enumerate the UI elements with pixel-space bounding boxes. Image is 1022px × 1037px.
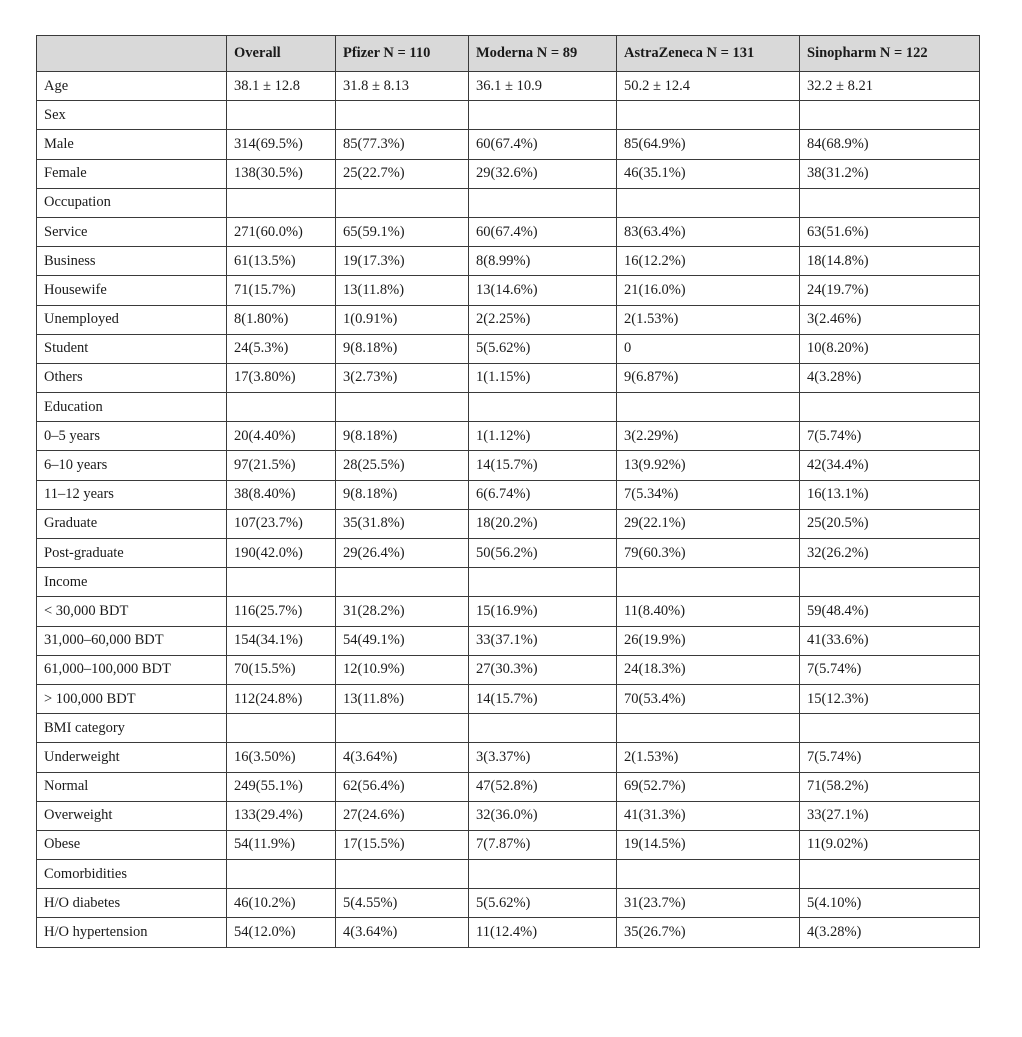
sinopharm-cell bbox=[800, 393, 980, 422]
pfizer-cell: 9(8.18%) bbox=[336, 334, 469, 363]
astrazeneca-cell: 24(18.3%) bbox=[617, 655, 800, 684]
overall-cell: 70(15.5%) bbox=[227, 655, 336, 684]
overall-cell: 38.1 ± 12.8 bbox=[227, 72, 336, 101]
sinopharm-cell: 5(4.10%) bbox=[800, 889, 980, 918]
pfizer-cell: 28(25.5%) bbox=[336, 451, 469, 480]
overall-cell bbox=[227, 860, 336, 889]
astrazeneca-cell: 13(9.92%) bbox=[617, 451, 800, 480]
table-row bbox=[37, 334, 980, 363]
sinopharm-cell: 25(20.5%) bbox=[800, 509, 980, 538]
sinopharm-cell: 24(19.7%) bbox=[800, 276, 980, 305]
overall-cell: 116(25.7%) bbox=[227, 597, 336, 626]
row-label-cell: Sex bbox=[37, 101, 227, 130]
astrazeneca-cell: 31(23.7%) bbox=[617, 889, 800, 918]
sinopharm-cell: 4(3.28%) bbox=[800, 918, 980, 947]
pfizer-cell: 4(3.64%) bbox=[336, 743, 469, 772]
pfizer-cell bbox=[336, 568, 469, 597]
astrazeneca-cell: 2(1.53%) bbox=[617, 743, 800, 772]
moderna-cell bbox=[469, 188, 617, 217]
header-row bbox=[37, 36, 980, 72]
sinopharm-cell: 7(5.74%) bbox=[800, 655, 980, 684]
row-label-cell: H/O hypertension bbox=[37, 918, 227, 947]
overall-cell: 16(3.50%) bbox=[227, 743, 336, 772]
overall-cell: 271(60.0%) bbox=[227, 217, 336, 246]
moderna-cell bbox=[469, 714, 617, 743]
row-label-cell: Age bbox=[37, 72, 227, 101]
astrazeneca-cell bbox=[617, 393, 800, 422]
row-label-cell: Underweight bbox=[37, 743, 227, 772]
sinopharm-cell: 7(5.74%) bbox=[800, 743, 980, 772]
sinopharm-cell bbox=[800, 101, 980, 130]
astrazeneca-cell: 41(31.3%) bbox=[617, 801, 800, 830]
pfizer-cell: 62(56.4%) bbox=[336, 772, 469, 801]
sinopharm-cell: 59(48.4%) bbox=[800, 597, 980, 626]
table-row bbox=[37, 743, 980, 772]
overall-cell: 24(5.3%) bbox=[227, 334, 336, 363]
sinopharm-cell: 33(27.1%) bbox=[800, 801, 980, 830]
astrazeneca-cell: 26(19.9%) bbox=[617, 626, 800, 655]
pfizer-cell: 25(22.7%) bbox=[336, 159, 469, 188]
pfizer-cell: 17(15.5%) bbox=[336, 830, 469, 859]
table-row bbox=[37, 626, 980, 655]
row-label-cell: 31,000–60,000 BDT bbox=[37, 626, 227, 655]
moderna-cell: 11(12.4%) bbox=[469, 918, 617, 947]
sinopharm-cell: 7(5.74%) bbox=[800, 422, 980, 451]
moderna-cell bbox=[469, 393, 617, 422]
moderna-cell: 1(1.12%) bbox=[469, 422, 617, 451]
row-label-cell: 0–5 years bbox=[37, 422, 227, 451]
table-row bbox=[37, 188, 980, 217]
moderna-cell: 36.1 ± 10.9 bbox=[469, 72, 617, 101]
astrazeneca-cell: 83(63.4%) bbox=[617, 217, 800, 246]
astrazeneca-cell: 79(60.3%) bbox=[617, 539, 800, 568]
overall-cell: 54(11.9%) bbox=[227, 830, 336, 859]
sinopharm-cell bbox=[800, 860, 980, 889]
row-label-cell: 61,000–100,000 BDT bbox=[37, 655, 227, 684]
sinopharm-cell: 16(13.1%) bbox=[800, 480, 980, 509]
table-row bbox=[37, 772, 980, 801]
moderna-cell: 32(36.0%) bbox=[469, 801, 617, 830]
table-row bbox=[37, 305, 980, 334]
astrazeneca-cell: 50.2 ± 12.4 bbox=[617, 72, 800, 101]
astrazeneca-cell: 69(52.7%) bbox=[617, 772, 800, 801]
header-cell-astrazeneca: AstraZeneca N = 131 bbox=[617, 36, 800, 72]
header-cell-pfizer: Pfizer N = 110 bbox=[336, 36, 469, 72]
pfizer-cell: 1(0.91%) bbox=[336, 305, 469, 334]
moderna-cell bbox=[469, 568, 617, 597]
moderna-cell bbox=[469, 860, 617, 889]
moderna-cell: 1(1.15%) bbox=[469, 363, 617, 392]
overall-cell bbox=[227, 188, 336, 217]
overall-cell: 154(34.1%) bbox=[227, 626, 336, 655]
sinopharm-cell: 84(68.9%) bbox=[800, 130, 980, 159]
pfizer-cell bbox=[336, 714, 469, 743]
row-label-cell: < 30,000 BDT bbox=[37, 597, 227, 626]
overall-cell: 71(15.7%) bbox=[227, 276, 336, 305]
row-label-cell: 11–12 years bbox=[37, 480, 227, 509]
row-label-cell: Post-graduate bbox=[37, 539, 227, 568]
overall-cell: 112(24.8%) bbox=[227, 684, 336, 713]
astrazeneca-cell: 2(1.53%) bbox=[617, 305, 800, 334]
table-row bbox=[37, 655, 980, 684]
moderna-cell: 14(15.7%) bbox=[469, 684, 617, 713]
sinopharm-cell bbox=[800, 714, 980, 743]
pfizer-cell: 65(59.1%) bbox=[336, 217, 469, 246]
moderna-cell: 5(5.62%) bbox=[469, 334, 617, 363]
pfizer-cell bbox=[336, 101, 469, 130]
astrazeneca-cell bbox=[617, 188, 800, 217]
header-cell-moderna: Moderna N = 89 bbox=[469, 36, 617, 72]
moderna-cell bbox=[469, 101, 617, 130]
astrazeneca-cell: 11(8.40%) bbox=[617, 597, 800, 626]
overall-cell: 249(55.1%) bbox=[227, 772, 336, 801]
table-row bbox=[37, 480, 980, 509]
sinopharm-cell bbox=[800, 188, 980, 217]
table-row bbox=[37, 363, 980, 392]
table-row bbox=[37, 801, 980, 830]
row-label-cell: Housewife bbox=[37, 276, 227, 305]
table-row bbox=[37, 830, 980, 859]
sinopharm-cell: 18(14.8%) bbox=[800, 247, 980, 276]
demographics-table bbox=[36, 35, 980, 948]
overall-cell bbox=[227, 393, 336, 422]
overall-cell: 20(4.40%) bbox=[227, 422, 336, 451]
moderna-cell: 3(3.37%) bbox=[469, 743, 617, 772]
pfizer-cell: 9(8.18%) bbox=[336, 480, 469, 509]
overall-cell: 8(1.80%) bbox=[227, 305, 336, 334]
pfizer-cell: 19(17.3%) bbox=[336, 247, 469, 276]
table-row bbox=[37, 393, 980, 422]
astrazeneca-cell bbox=[617, 568, 800, 597]
row-label-cell: Comorbidities bbox=[37, 860, 227, 889]
astrazeneca-cell bbox=[617, 714, 800, 743]
table-row bbox=[37, 247, 980, 276]
row-label-cell: H/O diabetes bbox=[37, 889, 227, 918]
row-label-cell: 6–10 years bbox=[37, 451, 227, 480]
sinopharm-cell: 11(9.02%) bbox=[800, 830, 980, 859]
table-row bbox=[37, 422, 980, 451]
pfizer-cell: 3(2.73%) bbox=[336, 363, 469, 392]
moderna-cell: 60(67.4%) bbox=[469, 130, 617, 159]
moderna-cell: 50(56.2%) bbox=[469, 539, 617, 568]
pfizer-cell: 13(11.8%) bbox=[336, 276, 469, 305]
pfizer-cell: 31(28.2%) bbox=[336, 597, 469, 626]
astrazeneca-cell: 9(6.87%) bbox=[617, 363, 800, 392]
sinopharm-cell: 32.2 ± 8.21 bbox=[800, 72, 980, 101]
row-label-cell: Occupation bbox=[37, 188, 227, 217]
pfizer-cell: 9(8.18%) bbox=[336, 422, 469, 451]
moderna-cell: 47(52.8%) bbox=[469, 772, 617, 801]
row-label-cell: > 100,000 BDT bbox=[37, 684, 227, 713]
sinopharm-cell: 63(51.6%) bbox=[800, 217, 980, 246]
table-row bbox=[37, 597, 980, 626]
table-row bbox=[37, 568, 980, 597]
pfizer-cell: 4(3.64%) bbox=[336, 918, 469, 947]
astrazeneca-cell: 3(2.29%) bbox=[617, 422, 800, 451]
sinopharm-cell: 4(3.28%) bbox=[800, 363, 980, 392]
overall-cell: 107(23.7%) bbox=[227, 509, 336, 538]
sinopharm-cell: 42(34.4%) bbox=[800, 451, 980, 480]
table-row bbox=[37, 539, 980, 568]
moderna-cell: 13(14.6%) bbox=[469, 276, 617, 305]
table-row bbox=[37, 714, 980, 743]
astrazeneca-cell: 29(22.1%) bbox=[617, 509, 800, 538]
overall-cell: 54(12.0%) bbox=[227, 918, 336, 947]
pfizer-cell: 31.8 ± 8.13 bbox=[336, 72, 469, 101]
table-row bbox=[37, 889, 980, 918]
moderna-cell: 60(67.4%) bbox=[469, 217, 617, 246]
table-row bbox=[37, 130, 980, 159]
table-row bbox=[37, 101, 980, 130]
overall-cell: 314(69.5%) bbox=[227, 130, 336, 159]
sinopharm-cell bbox=[800, 568, 980, 597]
sinopharm-cell: 41(33.6%) bbox=[800, 626, 980, 655]
sinopharm-cell: 15(12.3%) bbox=[800, 684, 980, 713]
astrazeneca-cell: 0 bbox=[617, 334, 800, 363]
pfizer-cell: 29(26.4%) bbox=[336, 539, 469, 568]
row-label-cell: Obese bbox=[37, 830, 227, 859]
astrazeneca-cell: 70(53.4%) bbox=[617, 684, 800, 713]
moderna-cell: 7(7.87%) bbox=[469, 830, 617, 859]
table-row bbox=[37, 918, 980, 947]
astrazeneca-cell bbox=[617, 101, 800, 130]
row-label-cell: Education bbox=[37, 393, 227, 422]
overall-cell bbox=[227, 101, 336, 130]
row-label-cell: Others bbox=[37, 363, 227, 392]
pfizer-cell: 85(77.3%) bbox=[336, 130, 469, 159]
table-row bbox=[37, 217, 980, 246]
overall-cell bbox=[227, 714, 336, 743]
row-label-cell: Service bbox=[37, 217, 227, 246]
row-label-cell: Female bbox=[37, 159, 227, 188]
pfizer-cell: 54(49.1%) bbox=[336, 626, 469, 655]
sinopharm-cell: 3(2.46%) bbox=[800, 305, 980, 334]
moderna-cell: 14(15.7%) bbox=[469, 451, 617, 480]
pfizer-cell: 5(4.55%) bbox=[336, 889, 469, 918]
moderna-cell: 18(20.2%) bbox=[469, 509, 617, 538]
overall-cell: 138(30.5%) bbox=[227, 159, 336, 188]
astrazeneca-cell: 19(14.5%) bbox=[617, 830, 800, 859]
overall-cell bbox=[227, 568, 336, 597]
moderna-cell: 6(6.74%) bbox=[469, 480, 617, 509]
astrazeneca-cell: 46(35.1%) bbox=[617, 159, 800, 188]
row-label-cell: Male bbox=[37, 130, 227, 159]
table-row bbox=[37, 159, 980, 188]
header-cell-variable bbox=[37, 36, 227, 72]
row-label-cell: Overweight bbox=[37, 801, 227, 830]
moderna-cell: 8(8.99%) bbox=[469, 247, 617, 276]
astrazeneca-cell: 35(26.7%) bbox=[617, 918, 800, 947]
row-label-cell: Graduate bbox=[37, 509, 227, 538]
pfizer-cell: 27(24.6%) bbox=[336, 801, 469, 830]
pfizer-cell: 12(10.9%) bbox=[336, 655, 469, 684]
header-cell-sinopharm: Sinopharm N = 122 bbox=[800, 36, 980, 72]
moderna-cell: 33(37.1%) bbox=[469, 626, 617, 655]
pfizer-cell: 35(31.8%) bbox=[336, 509, 469, 538]
overall-cell: 17(3.80%) bbox=[227, 363, 336, 392]
sinopharm-cell: 71(58.2%) bbox=[800, 772, 980, 801]
table-row bbox=[37, 860, 980, 889]
moderna-cell: 29(32.6%) bbox=[469, 159, 617, 188]
pfizer-cell bbox=[336, 860, 469, 889]
header-cell-overall: Overall bbox=[227, 36, 336, 72]
row-label-cell: BMI category bbox=[37, 714, 227, 743]
table-row bbox=[37, 276, 980, 305]
table-header bbox=[37, 36, 980, 72]
row-label-cell: Normal bbox=[37, 772, 227, 801]
astrazeneca-cell bbox=[617, 860, 800, 889]
row-label-cell: Income bbox=[37, 568, 227, 597]
moderna-cell: 15(16.9%) bbox=[469, 597, 617, 626]
pfizer-cell: 13(11.8%) bbox=[336, 684, 469, 713]
moderna-cell: 27(30.3%) bbox=[469, 655, 617, 684]
overall-cell: 38(8.40%) bbox=[227, 480, 336, 509]
astrazeneca-cell: 7(5.34%) bbox=[617, 480, 800, 509]
sinopharm-cell: 38(31.2%) bbox=[800, 159, 980, 188]
overall-cell: 61(13.5%) bbox=[227, 247, 336, 276]
astrazeneca-cell: 85(64.9%) bbox=[617, 130, 800, 159]
table-row bbox=[37, 72, 980, 101]
overall-cell: 46(10.2%) bbox=[227, 889, 336, 918]
astrazeneca-cell: 16(12.2%) bbox=[617, 247, 800, 276]
astrazeneca-cell: 21(16.0%) bbox=[617, 276, 800, 305]
overall-cell: 190(42.0%) bbox=[227, 539, 336, 568]
pfizer-cell bbox=[336, 188, 469, 217]
row-label-cell: Unemployed bbox=[37, 305, 227, 334]
table-row bbox=[37, 509, 980, 538]
table-body bbox=[37, 72, 980, 948]
row-label-cell: Business bbox=[37, 247, 227, 276]
sinopharm-cell: 10(8.20%) bbox=[800, 334, 980, 363]
moderna-cell: 5(5.62%) bbox=[469, 889, 617, 918]
table-row bbox=[37, 451, 980, 480]
sinopharm-cell: 32(26.2%) bbox=[800, 539, 980, 568]
pfizer-cell bbox=[336, 393, 469, 422]
moderna-cell: 2(2.25%) bbox=[469, 305, 617, 334]
row-label-cell: Student bbox=[37, 334, 227, 363]
overall-cell: 97(21.5%) bbox=[227, 451, 336, 480]
overall-cell: 133(29.4%) bbox=[227, 801, 336, 830]
table-row bbox=[37, 684, 980, 713]
